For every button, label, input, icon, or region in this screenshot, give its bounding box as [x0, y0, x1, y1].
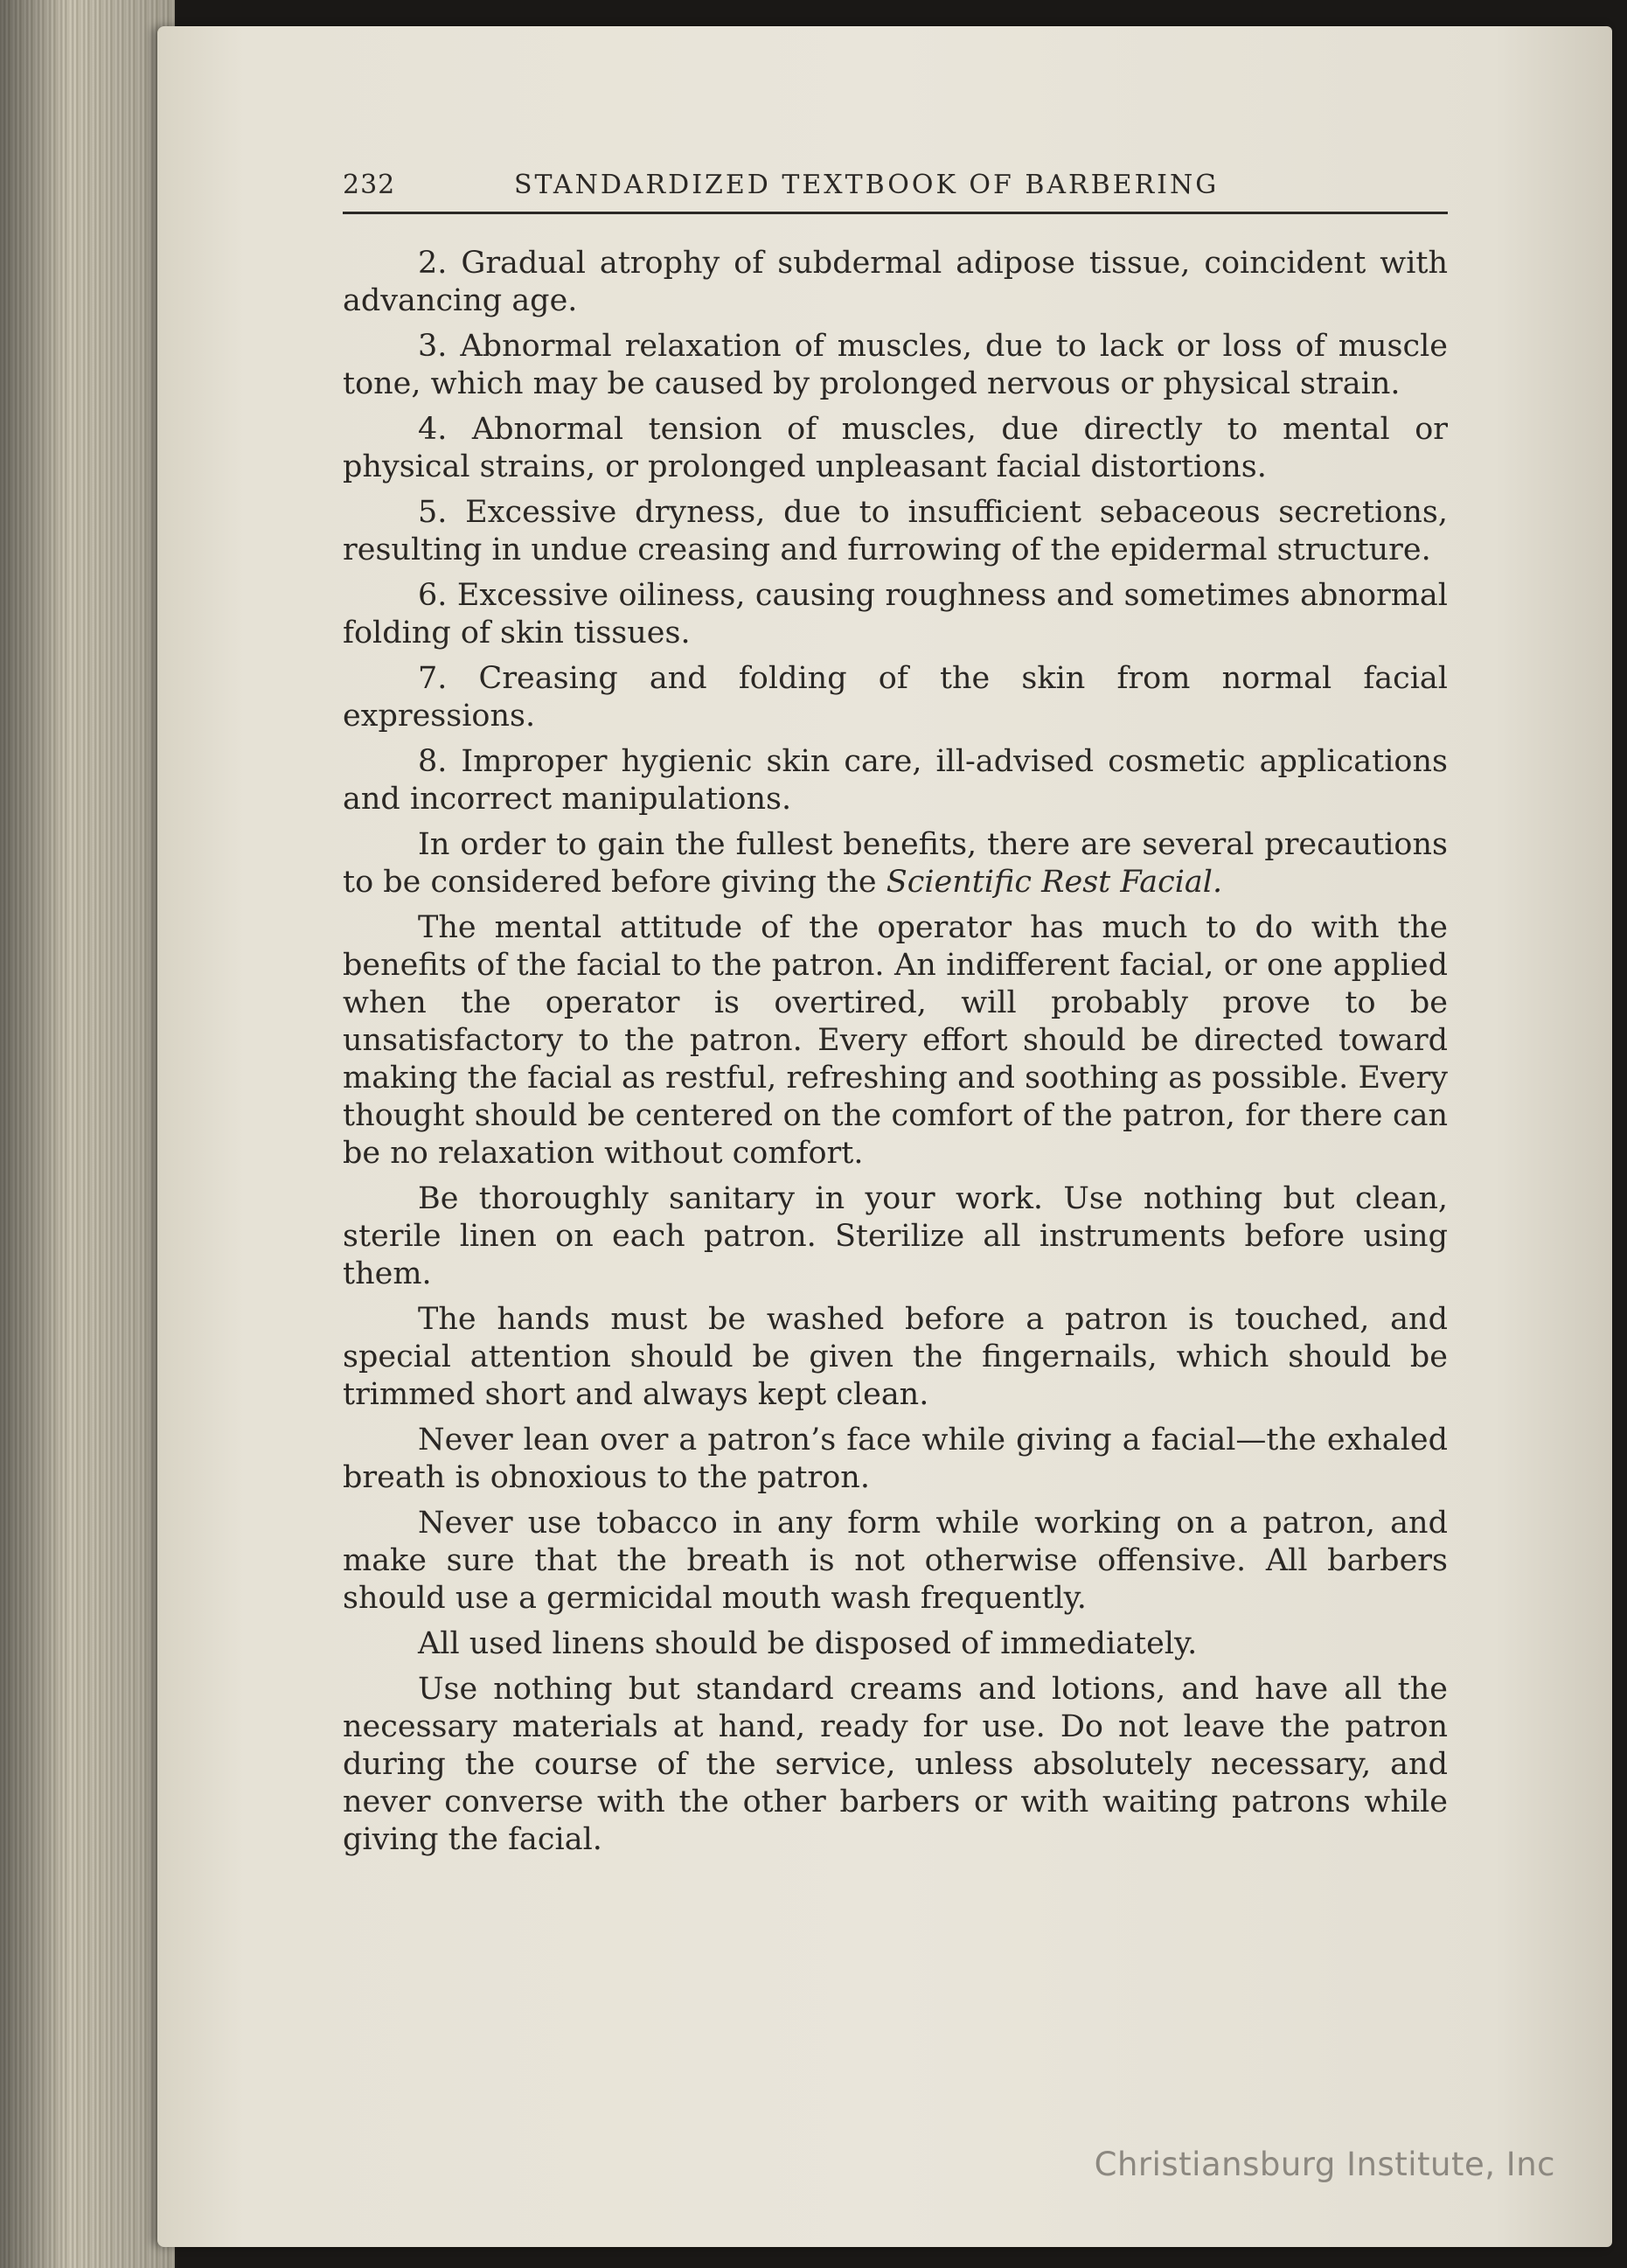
lean-paragraph: Never lean over a patron’s face while giving a facial—the exhaled breath is obnoxious to the patron.: [343, 1423, 1448, 1495]
tobacco-paragraph: Never use tobacco in any form while working on a patron, and make sure that the breath is not otherwise offensive. All barbers should use a germicidal mouth wash frequently.: [343, 1506, 1448, 1616]
list-item-8: 8. Improper hygienic skin care, ill-advised cosmetic applications and incorrect manipulations.: [343, 744, 1448, 817]
list-item-3: 3. Abnormal relaxation of muscles, due to lack or loss of muscle tone, which may be caused by prolonged nervous or physical strain.: [343, 329, 1448, 401]
precautions-paragraph: [343, 826, 1448, 901]
list-item-4: 4. Abnormal tension of muscles, due directly to mental or physical strains, or prolonged unpleasant facial distortions.: [343, 412, 1448, 484]
hands-paragraph: The hands must be washed before a patron is touched, and special attention should be given the fingernails, which should be trimmed short and always kept clean.: [343, 1302, 1448, 1412]
watermark-text: Christiansburg Institute, Inc: [1094, 2146, 1555, 2183]
book-page-edges: [0, 0, 175, 2268]
running-title: STANDARDIZED TEXTBOOK OF BARBERING: [514, 170, 1220, 200]
precautions-text: In order to gain the fullest benefits, there are several precautions to be considered before giving the: [343, 827, 1448, 900]
list-item-5: 5. Excessive dryness, due to insufficient sebaceous secretions, resulting in undue creasing and furrowing of the epidermal structure.: [343, 495, 1448, 567]
standard-creams-paragraph: Use nothing but standard creams and lotions, and have all the necessary materials at hand, ready for use. Do not leave the patron during the course of the service, unless absolutely necessary, and never converse with the other barbers or with waiting patrons while giving the facial.: [343, 1672, 1448, 1857]
list-item-7: 7. Creasing and folding of the skin from normal facial expressions.: [343, 661, 1448, 734]
linens-paragraph: All used linens should be disposed of immediately.: [418, 1626, 1198, 1661]
list-item-2: 2. Gradual atrophy of subdermal adipose tissue, coincident with advancing age.: [343, 246, 1448, 318]
mental-attitude-paragraph: The mental attitude of the operator has much to do with the benefits of the facial to the patron. An indifferent facial, or one applied when the operator is overtired, will probably prove to be unsatisfactory to the patron. Every effort should be directed toward making the facial as restful, refreshing and soothing as possible. Every thought should be centered on the comfort of the patron, for there can be no relaxation without comfort.: [343, 910, 1448, 1171]
running-header: [343, 166, 1448, 214]
body-text: [343, 245, 1448, 1867]
list-item-6: 6. Excessive oiliness, causing roughness and sometimes abnormal folding of skin tissues.: [343, 578, 1448, 650]
scientific-rest-facial-emphasis: Scientific Rest Facial.: [886, 865, 1223, 900]
page-number: 232: [343, 170, 396, 200]
sanitary-paragraph: Be thoroughly sanitary in your work. Use nothing but clean, sterile linen on each patron. Sterilize all instruments before using them.: [343, 1181, 1448, 1291]
